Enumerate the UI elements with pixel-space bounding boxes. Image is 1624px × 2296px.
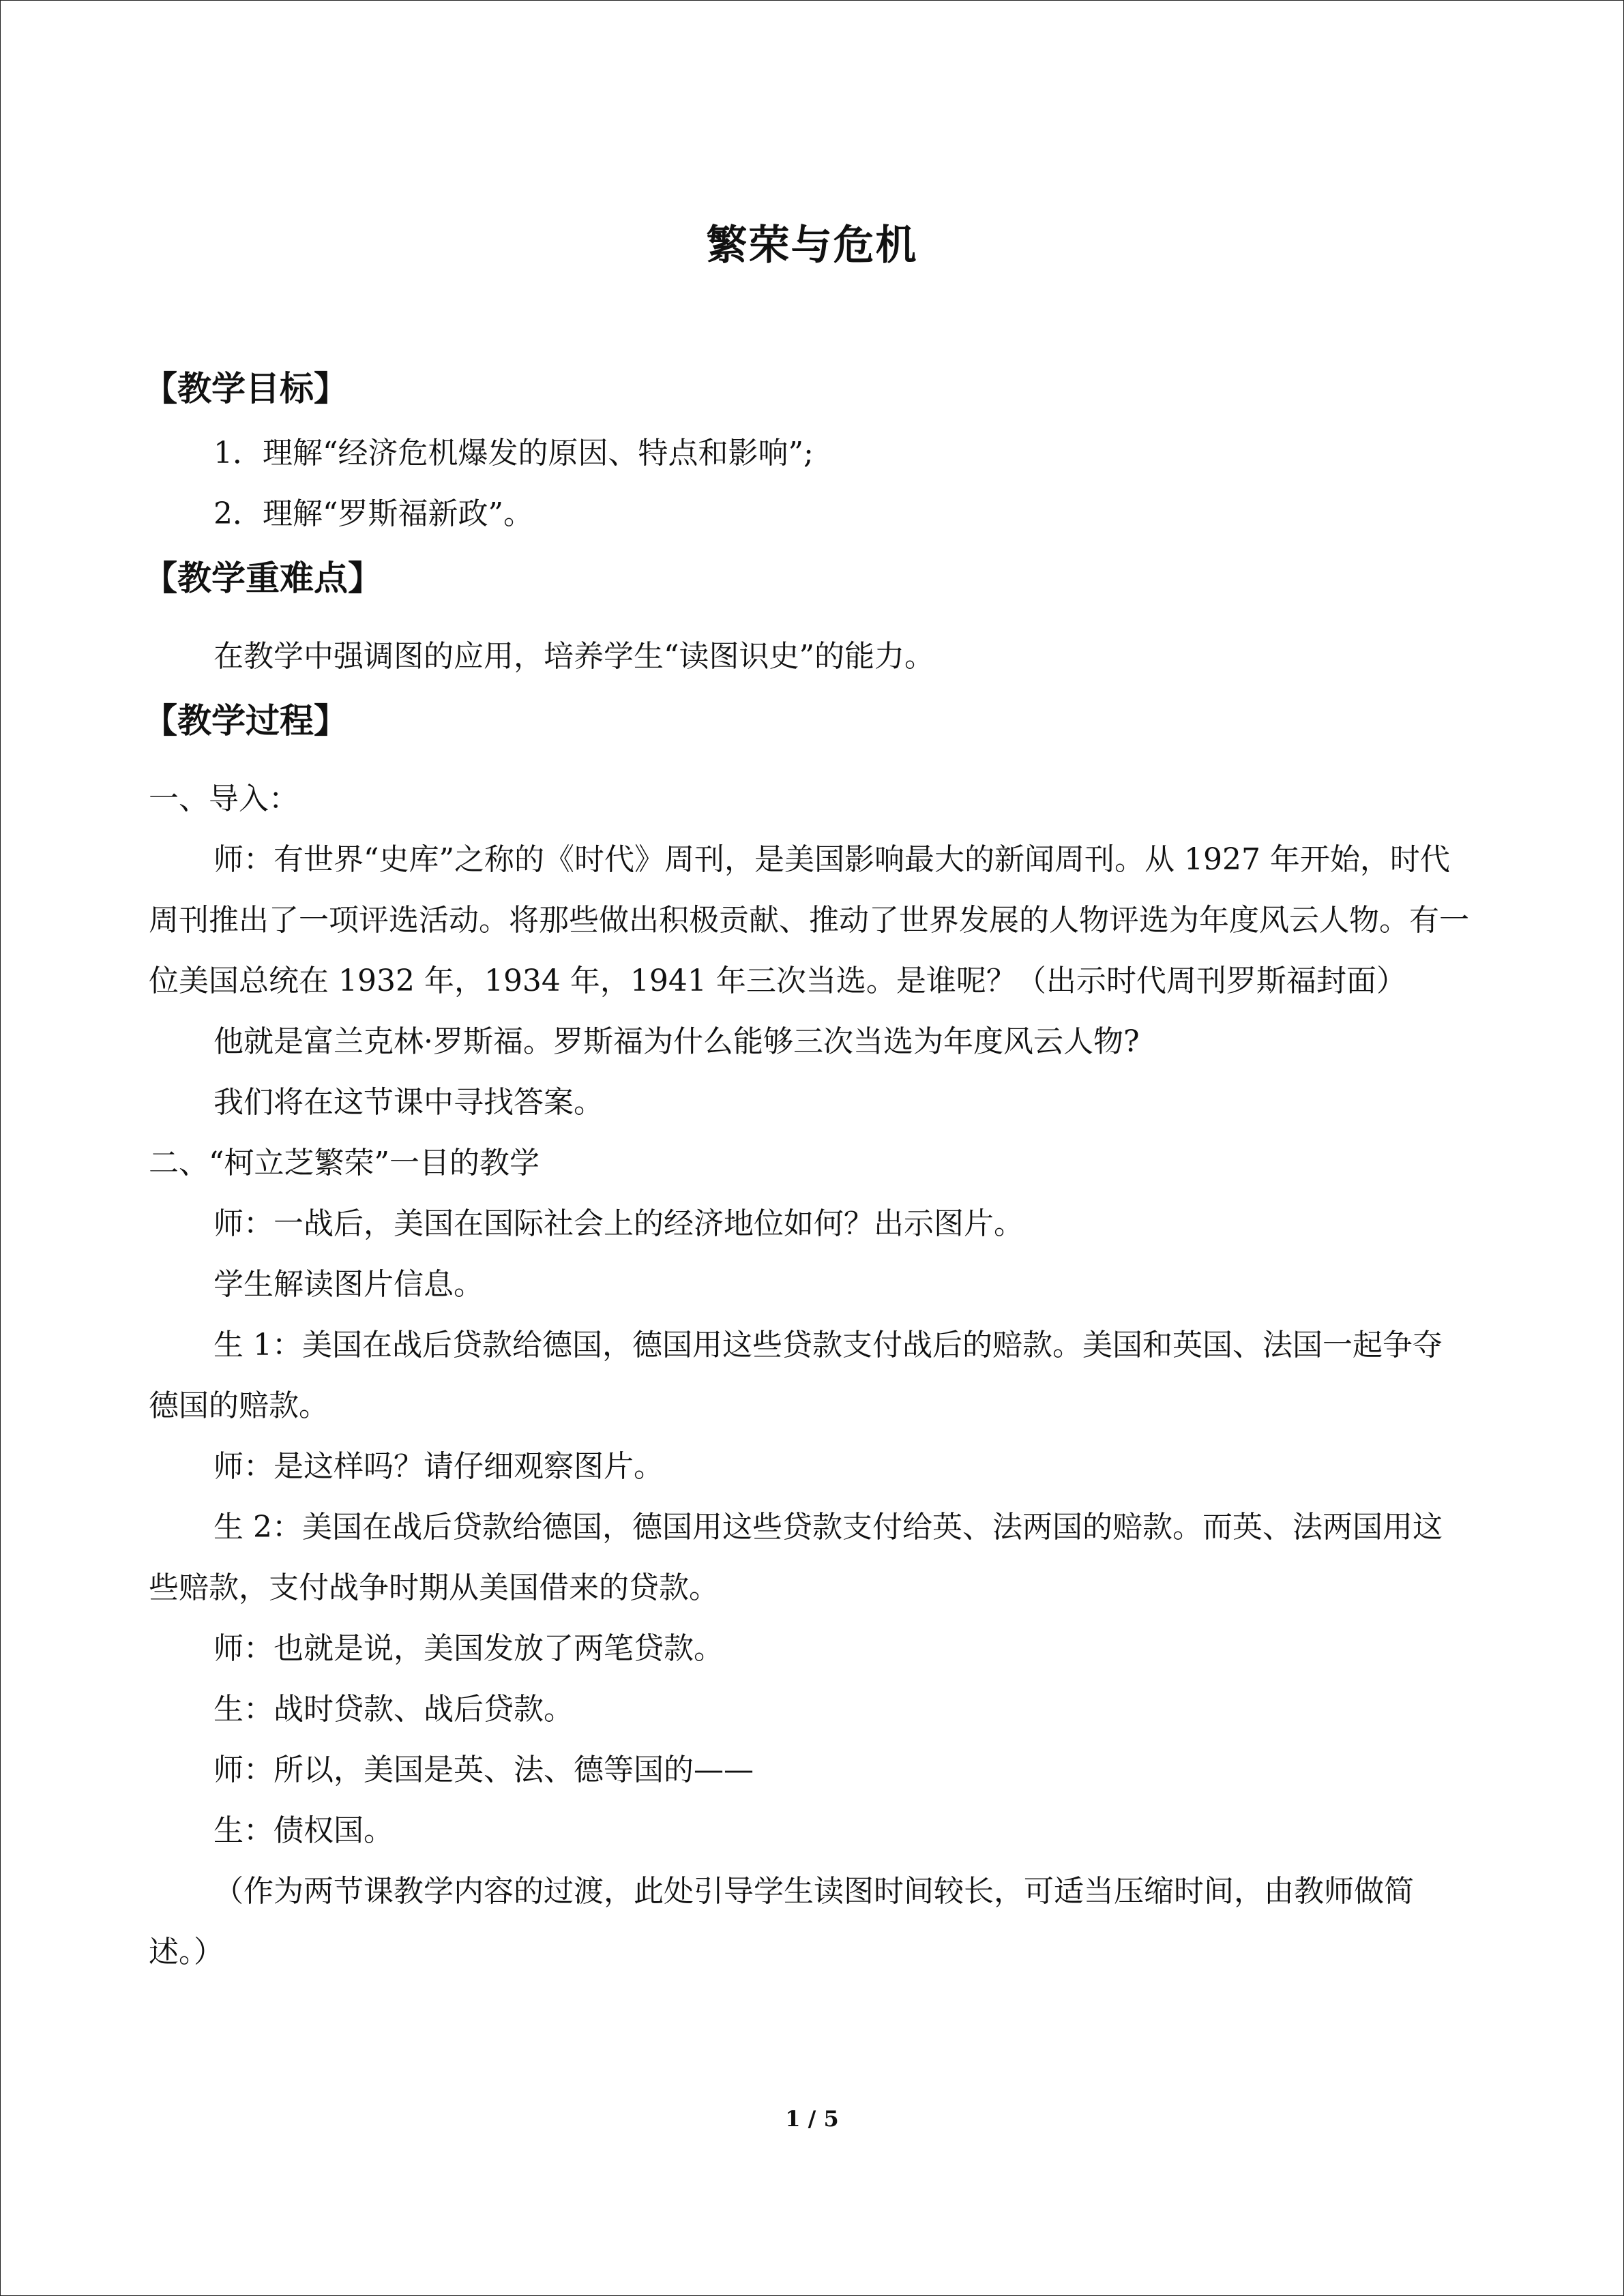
document-body — [143, 355, 1472, 1982]
paragraph-11: 师：所以，美国是英、法、德等国的—— — [213, 1753, 754, 1787]
objective-item-1: 1．理解“经济危机爆发的原因、特点和影响”; — [213, 436, 814, 471]
objective-item-2: 2．理解“罗斯福新政”。 — [213, 496, 533, 531]
paragraph-6: 生 1：美国在战后贷款给德国，德国用这些贷款支付战后的赔款。美国和英国、法国一起争夺德国的赔款。 — [149, 1328, 1443, 1423]
paragraph-10: 生：战时贷款、战后贷款。 — [213, 1692, 574, 1727]
page-number: 1 / 5 — [785, 2106, 839, 2132]
paragraph-1: 师：有世界“史库”之称的《时代》周刊，是美国影响最大的新闻周刊。从 1927 年开始，时代周刊推出了一项评选活动。将那些做出积极贡献、推动了世界发展的人物评选为年度风云人物。有一位美国总统在 1932 年，1934 年，1941 年三次当选。是谁呢？（出示时代周刊罗斯福封面） — [149, 842, 1469, 998]
key-points-text: 在教学中强调图的应用，培养学生“读图识史”的能力。 — [213, 639, 934, 674]
paragraph-8: 生 2：美国在战后贷款给德国，德国用这些贷款支付给英、法两国的赔款。而英、法两国用这些赔款，支付战争时期从美国借来的贷款。 — [149, 1510, 1443, 1605]
intro-title: 一、导入： — [149, 781, 299, 816]
paragraph-5: 学生解读图片信息。 — [213, 1267, 484, 1302]
process-heading: 【教学过程】 — [143, 700, 348, 741]
key-points-heading: 【教学重难点】 — [143, 558, 382, 598]
paragraph-2: 他就是富兰克林·罗斯福。罗斯福为什么能够三次当选为年度风云人物? — [213, 1024, 1140, 1059]
section-2-title: 二、“柯立芝繁荣”一目的教学 — [149, 1146, 540, 1180]
paragraph-12: 生：债权国。 — [213, 1813, 394, 1848]
paragraph-3: 我们将在这节课中寻找答案。 — [213, 1085, 604, 1120]
document-title: 繁荣与危机 — [706, 222, 918, 269]
paragraph-7: 师：是这样吗？请仔细观察图片。 — [213, 1449, 664, 1484]
paragraph-13: （作为两节课教学内容的过渡，此处引导学生读图时间较长，可适当压缩时间，由教师做简述。） — [149, 1874, 1414, 1969]
objectives-heading: 【教学目标】 — [143, 368, 348, 408]
paragraph-9: 师：也就是说，美国发放了两笔贷款。 — [213, 1631, 724, 1666]
paragraph-4: 师：一战后，美国在国际社会上的经济地位如何？出示图片。 — [213, 1206, 1024, 1241]
